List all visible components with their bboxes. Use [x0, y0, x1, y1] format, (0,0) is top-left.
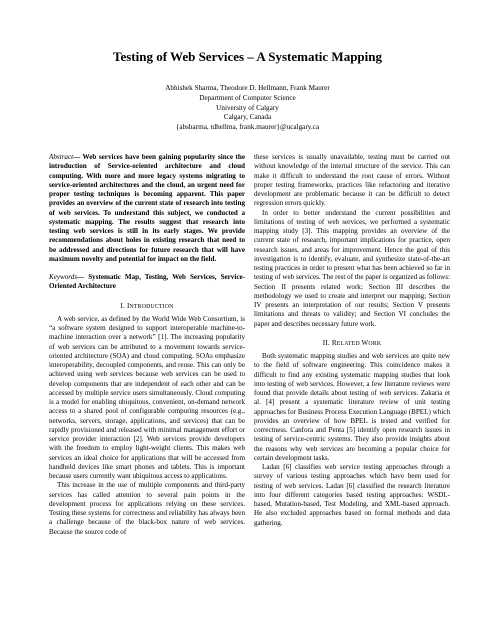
intro-paragraph-2b — [254, 153, 450, 209]
section-title-rest-2: ORK — [368, 340, 382, 347]
section-heading-related-work — [254, 339, 450, 349]
section-number: I. — [120, 301, 125, 310]
paper-title: Testing of Web Services – A Systematic Mapping — [112, 49, 383, 64]
section-title-initial: R — [331, 338, 337, 347]
section-number: II. — [322, 338, 330, 347]
abstract-label: Abstract — [49, 153, 74, 161]
intro-paragraph-2-part-2: these services is usually unavailable, testing must be carried out without knowledge of the internal structure of the service. This can make it difficult to understand the root cause of errors. Without proper testing frameworks, practices like refactoring and iterative development are problematic because it can be difficult to detect regression errors quickly. — [254, 153, 450, 208]
keywords-text: — Systematic Map, Testing, Web Services, Service-Oriented Architecture — [49, 273, 245, 291]
section-title-initial: I — [126, 301, 130, 310]
author-university: University of Calgary — [216, 103, 279, 112]
keywords-label: Keywords — [49, 273, 78, 281]
intro-paragraph-2a — [49, 481, 245, 537]
keywords — [49, 273, 245, 292]
author-emails: {absharma, tdhellma, frank.maurer}@ucalgary.ca — [175, 123, 320, 132]
intro-paragraph-2-part-1: This increase in the use of multiple components and third-party services has called attention to several pain points in the development process for applications relying on these services. Testing these systems for correctness and reliability has always been a challenge because of the black-box nature of web services. Because the source code of — [49, 481, 245, 536]
author-department: Department of Computer Science — [199, 93, 296, 102]
right-column — [254, 153, 450, 528]
related-paragraph-1: Both systematic mapping studies and web services are quite new to the field of software engineering. This coincidence makes it difficult to find any existing systematic mapping studies that look into testing of web services. However, a few literature reviews were found that provide details about testing of web services. Zakaria et al. [4] present a systematic literature review of unit testing approaches for Business Process Execution Language (BPEL) which provides an overview of how BPEL is tested and verified for correctness. Canfora and Penta [5] identify open research issues in testing of service-centric systems. They also provide insights about the reasons why web services are becoming a popular choice for certain development tasks. — [254, 352, 450, 462]
section-title-initial-2: W — [361, 338, 369, 347]
section-heading-introduction — [49, 302, 245, 312]
section-title-rest: NTRODUCTION — [129, 303, 174, 310]
intro-paragraph-3: In order to better understand the current possibilities and limitations of testing of web services, we performed a systematic mapping study [3]. This mapping provides an overview of the current state of research, important implications for practice, open research issues, and areas for improvement. Hence the goal of this investigation is to identify, evaluate, and synthesize state-of-the-art testing practices in order to present what has been achieved so far in testing of web services. The rest of the paper is organized as follows: Section II presents related work; Section III describes the methodology we used to create and interpret our mapping; Section IV presents an interpretation of our results; Section V presents limitations and threats to validity; and Section VI concludes the paper and describes necessary future work. — [254, 208, 450, 328]
related-paragraph-2: Ladan [6] classifies web service testing approaches through a survey of various testing approaches which have been used for testing of web services. Ladan [6] classified the research literature into four different categories based testing approaches: WSDL-based, Mutation-based, Test Modeling, and XML-based approach. He also excluded approaches based on formal methods and data gathering. — [254, 463, 450, 527]
abstract — [49, 153, 245, 264]
author-location: Calgary, Canada — [223, 113, 272, 122]
abstract-text: — Web services have been gaining popularity since the introduction of Service-oriented architecture and cloud computing. With more and more legacy systems migrating to service-oriented architectures and the cloud, an urgent need for proper testing techniques is becoming apparent. This paper provides an overview of the current state of research into testing of web services. To understand this subject, we conducted a systematic mapping. The results suggest that research into testing web services is still in its early stages. We provide recommendations about holes in existing research that need to be addressed and directions for future research that will have maximum novelty and potential for impact on the field. — [49, 153, 245, 263]
left-column — [49, 153, 245, 537]
section-title-rest: ELATED — [336, 340, 362, 347]
author-names: Abhishek Sharma, Theodore D. Hellmann, Frank Maurer — [165, 84, 330, 92]
author-block — [0, 84, 495, 133]
intro-paragraph-1: A web service, as defined by the World Wide Web Consortium, is “a software system designed to support interoperable machine-to-machine interaction over a network” [1]. The increasing popularity of web services can be attributed to a movement towards service-oriented architecture (SOA) and cloud computing. SOAs emphasize interoperability, decoupled components, and reuse. This can only be achieved using web services because web services can be used to develop components that are independent of each other and can be accessed by multiple service users simultaneously. Cloud computing is a model for enabling ubiquitous, convenient, on-demand network access to a shared pool of configurable computing resources (e.g., networks, servers, storage, applications, and services) that can be rapidly provisioned and released with minimal management effort or service provider interaction [2]. Web services provide developers with the freedom to employ light-weight clients. This makes web services an ideal choice for applications that will be accessed from handheld devices like smart phones and tablets. This is important because users currently want ubiquitous access to applications. — [49, 314, 245, 480]
